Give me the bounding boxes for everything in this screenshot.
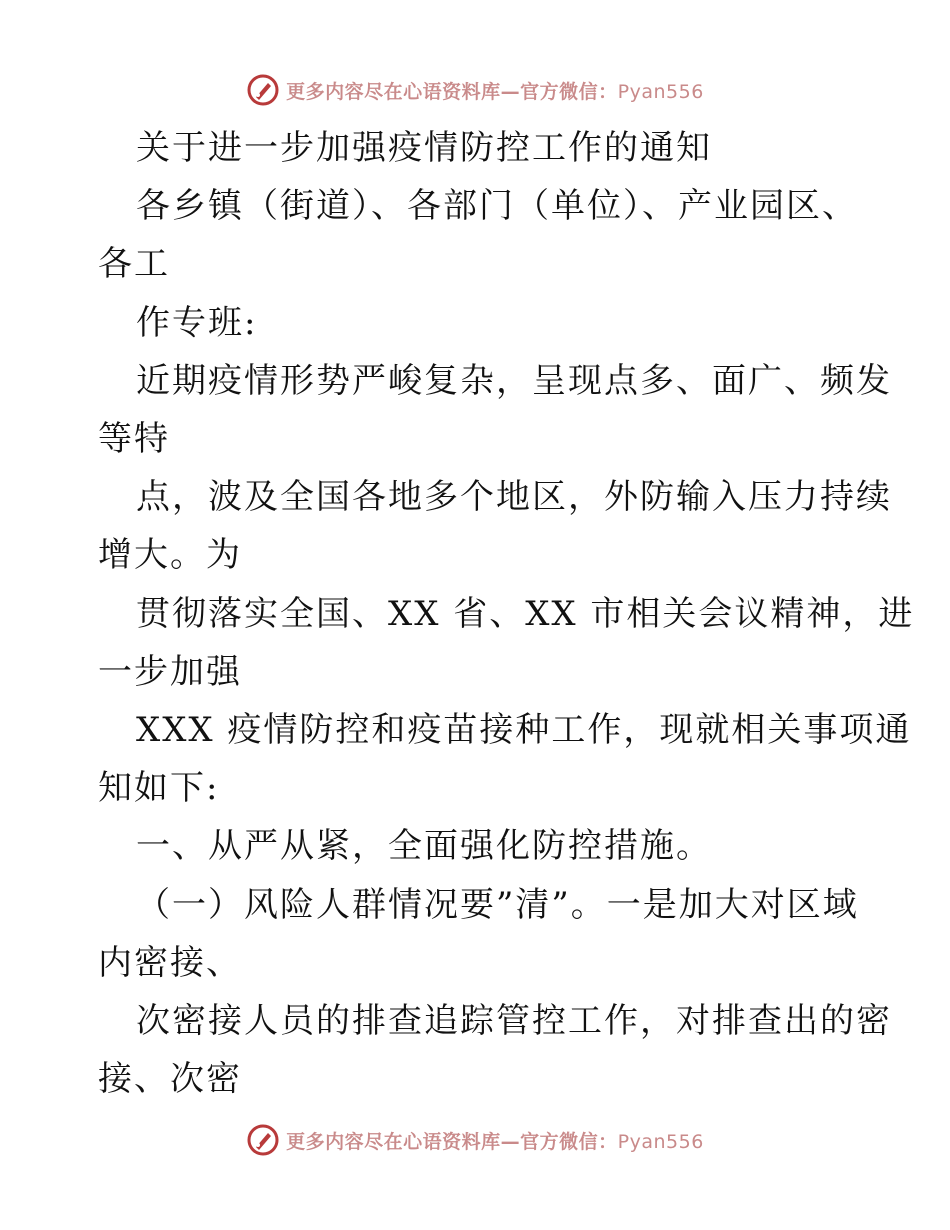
document-line: 内密接、 [98,943,242,983]
document-title: 关于进一步加强疫情防控工作的通知 [136,128,712,168]
document-line: （一）风险人群情况要”清”。一是加大对区域 [136,885,859,925]
document-line: 等特 [98,419,170,459]
pen-nib-logo-icon [246,1123,280,1157]
watermark-account: Pyan556 [617,80,704,103]
document-line: 各工 [98,244,170,284]
document-line: 接、次密 [98,1059,242,1099]
watermark-account: Pyan556 [617,1130,704,1153]
document-line: 增大。为 [98,535,242,575]
document-line: 一步加强 [98,652,242,692]
document-line: 贯彻落实全国、XX 省、XX 市相关会议精神，进 [136,594,915,634]
document-line: 近期疫情形势严峻复杂，呈现点多、面广、频发 [136,361,892,401]
watermark-text: 更多内容尽在心语资料库—官方微信：Pyan556 [286,80,704,103]
document-line: 一、从严从紧，全面强化防控措施。 [136,826,712,866]
document-line: 作专班: [136,303,258,343]
document-line: 点，波及全国各地多个地区，外防输入压力持续 [136,477,892,517]
document-line: XXX 疫情防控和疫苗接种工作，现就相关事项通 [136,710,912,750]
document-line: 知如下: [98,768,220,808]
watermark-text: 更多内容尽在心语资料库—官方微信：Pyan556 [286,1130,704,1153]
document-line: 次密接人员的排查追踪管控工作，对排查出的密 [136,1001,892,1041]
document-line: 各乡镇（街道）、各部门（单位）、产业园区、 [136,186,858,226]
footer-watermark [0,1120,950,1160]
